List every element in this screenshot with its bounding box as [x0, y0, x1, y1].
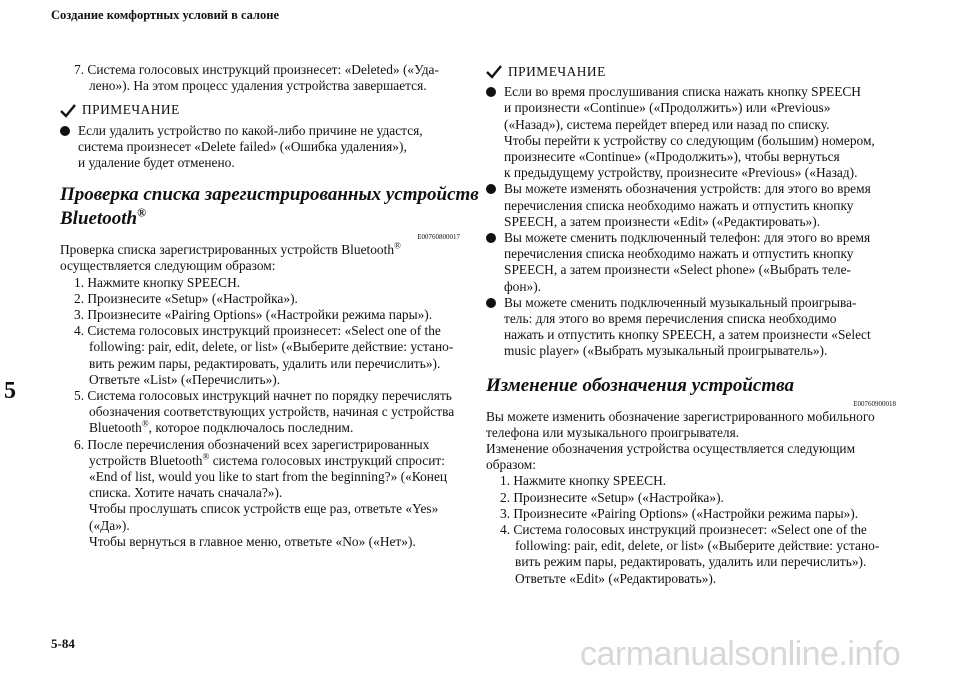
- step-3: 3. Произнесите «Pairing Options» («Настройки режима пары»).: [74, 307, 433, 323]
- bullet-3-line-3: SPEECH, а затем произнести «Select phone» («Выбрать теле-: [504, 262, 852, 278]
- bullet-1-line-4: Чтобы перейти к устройству со следующим (большим) номером,: [504, 132, 875, 148]
- bullet-1-line-2: и произнести «Continue» («Продолжить») или «Previous»: [504, 100, 831, 116]
- intro-line-4: образом:: [486, 457, 536, 473]
- step-6-line-2: устройств Bluetooth® система голосовых инструкций спросит:: [89, 451, 445, 468]
- bullet-icon: [486, 298, 496, 308]
- step-6-line-5: Чтобы прослушать список устройств еще раз, ответьте «Yes»: [89, 501, 439, 517]
- chapter-number: 5: [4, 378, 16, 404]
- note-header: [60, 102, 460, 118]
- note-bullet-line-2: система произнесет «Delete failed» («Ошибка удаления»),: [78, 138, 407, 154]
- watermark: carmanualsonline.info: [580, 635, 901, 673]
- intro-line-2: телефона или музыкального проигрывателя.: [486, 424, 740, 440]
- step-4-line-2: following: pair, edit, delete, or list» («Выберите действие: устано-: [515, 538, 880, 554]
- step-5-line-3: Bluetooth®, которое подключалось последним.: [89, 418, 354, 436]
- step-6-line-4: списка. Хотите начать сначала?»).: [89, 485, 283, 501]
- bullet-1-line-6: к предыдущему устройству, произнесите «Previous» («Назад).: [504, 165, 858, 181]
- bullet-icon: [486, 233, 496, 243]
- note-header: [486, 64, 896, 80]
- section-code: E00760800017: [417, 233, 460, 242]
- step-4-line-1: 4. Система голосовых инструкций произнесет: «Select one of the: [74, 323, 441, 339]
- step-1: 1. Нажмите кнопку SPEECH.: [74, 274, 241, 290]
- step-4-line-4: Ответьте «Edit» («Редактировать»).: [515, 570, 717, 586]
- note-label: ПРИМЕЧАНИЕ: [82, 102, 180, 118]
- bullet-1-line-1: Если во время прослушивания списка нажать кнопку SPEECH: [486, 84, 896, 100]
- page-number: 5-84: [51, 636, 75, 651]
- step-2: 2. Произнесите «Setup» («Настройка»).: [500, 489, 724, 505]
- step-6-line-6: («Да»).: [89, 517, 130, 533]
- page-header: Создание комфортных условий в салоне: [51, 8, 280, 22]
- bullet-3-line-1: Вы можете сменить подключенный телефон: для этого во время: [486, 230, 896, 246]
- intro-line-1: Проверка списка зарегистрированных устройств Bluetooth®: [60, 240, 401, 258]
- step-4-line-2: following: pair, edit, delete, or list» («Выберите действие: устано-: [89, 339, 454, 355]
- intro-line-2: осуществляется следующим образом:: [60, 258, 276, 274]
- step-4-line-4: Ответьте «List» («Перечислить»).: [89, 371, 281, 387]
- step-5-line-2: обозначения соответствующих устройств, начиная с устройства: [89, 404, 455, 420]
- bullet-4-line-4: music player» («Выбрать музыкальный проигрыватель»).: [504, 343, 828, 359]
- note-label: ПРИМЕЧАНИЕ: [508, 64, 606, 79]
- note-check-icon: [60, 103, 76, 119]
- bullet-4-line-2: тель: для этого во время перечисления списка необходимо: [504, 311, 837, 327]
- intro-line-1: Вы можете изменить обозначение зарегистрированного мобильного: [486, 408, 875, 424]
- right-column: [486, 64, 896, 587]
- bullet-2-line-3: SPEECH, а затем произнести «Edit» («Редактировать»).: [504, 213, 821, 229]
- bullet-3-line-4: фон»).: [504, 278, 542, 294]
- bullet-2-line-1: Вы можете изменять обозначения устройств: для этого во время: [486, 181, 896, 197]
- note-bullet-line-3: и удаление будет отменено.: [78, 155, 235, 171]
- bullet-4-line-1: Вы можете сменить подключенный музыкальный проигрыва-: [486, 295, 896, 311]
- step-2: 2. Произнесите «Setup» («Настройка»).: [74, 290, 298, 306]
- section-title-rename: Изменение обозначения устройства: [486, 374, 794, 396]
- step-6-line-7: Чтобы вернуться в главное меню, ответьте «No» («Нет»).: [89, 533, 416, 549]
- step-5-line-1: 5. Система голосовых инструкций начнет по порядку перечислять: [74, 388, 452, 404]
- step-3: 3. Произнесите «Pairing Options» («Настройки режима пары»).: [500, 505, 859, 521]
- bullet-icon: [60, 126, 70, 136]
- bullet-icon: [486, 184, 496, 194]
- step-4-line-1: 4. Система голосовых инструкций произнесет: «Select one of the: [500, 522, 867, 538]
- intro-line-3: Изменение обозначения устройства осуществляется следующим: [486, 441, 856, 457]
- step-7-line-1: 7. Система голосовых инструкций произнесет: «Deleted» («Уда-: [74, 62, 439, 77]
- section-code: E00760900018: [853, 399, 896, 408]
- left-column: [60, 62, 479, 550]
- step-1: 1. Нажмите кнопку SPEECH.: [500, 473, 667, 489]
- bullet-icon: [486, 87, 496, 97]
- note-bullet-line-1: Если удалить устройство по какой-либо причине не удастся,: [60, 123, 460, 139]
- step-4-line-3: вить режим пары, редактировать, удалить или перечислить»).: [515, 554, 867, 570]
- step-6-line-1: 6. После перечисления обозначений всех зарегистрированных: [74, 436, 430, 452]
- step-6-line-3: «End of list, would you like to start from the beginning?» («Конец: [89, 469, 448, 485]
- note-check-icon: [486, 64, 502, 80]
- step-7-line-2: лено»). На этом процесс удаления устройства завершается.: [89, 78, 427, 94]
- section-title-list-check: Проверка списка зарегистрированных устройств Bluetooth®: [60, 184, 479, 230]
- bullet-1-line-3: («Назад»), система перейдет вперед или назад по списку.: [504, 116, 830, 132]
- bullet-3-line-2: перечисления списка необходимо нажать и отпустить кнопку: [504, 246, 854, 262]
- bullet-2-line-2: перечисления списка необходимо нажать и отпустить кнопку: [504, 197, 854, 213]
- bullet-4-line-3: нажать и отпустить кнопку SPEECH, а затем произнести «Select: [504, 327, 871, 343]
- bullet-1-line-5: произнесите «Continue» («Продолжить»), чтобы вернуться: [504, 149, 840, 165]
- step-4-line-3: вить режим пары, редактировать, удалить или перечислить»).: [89, 355, 441, 371]
